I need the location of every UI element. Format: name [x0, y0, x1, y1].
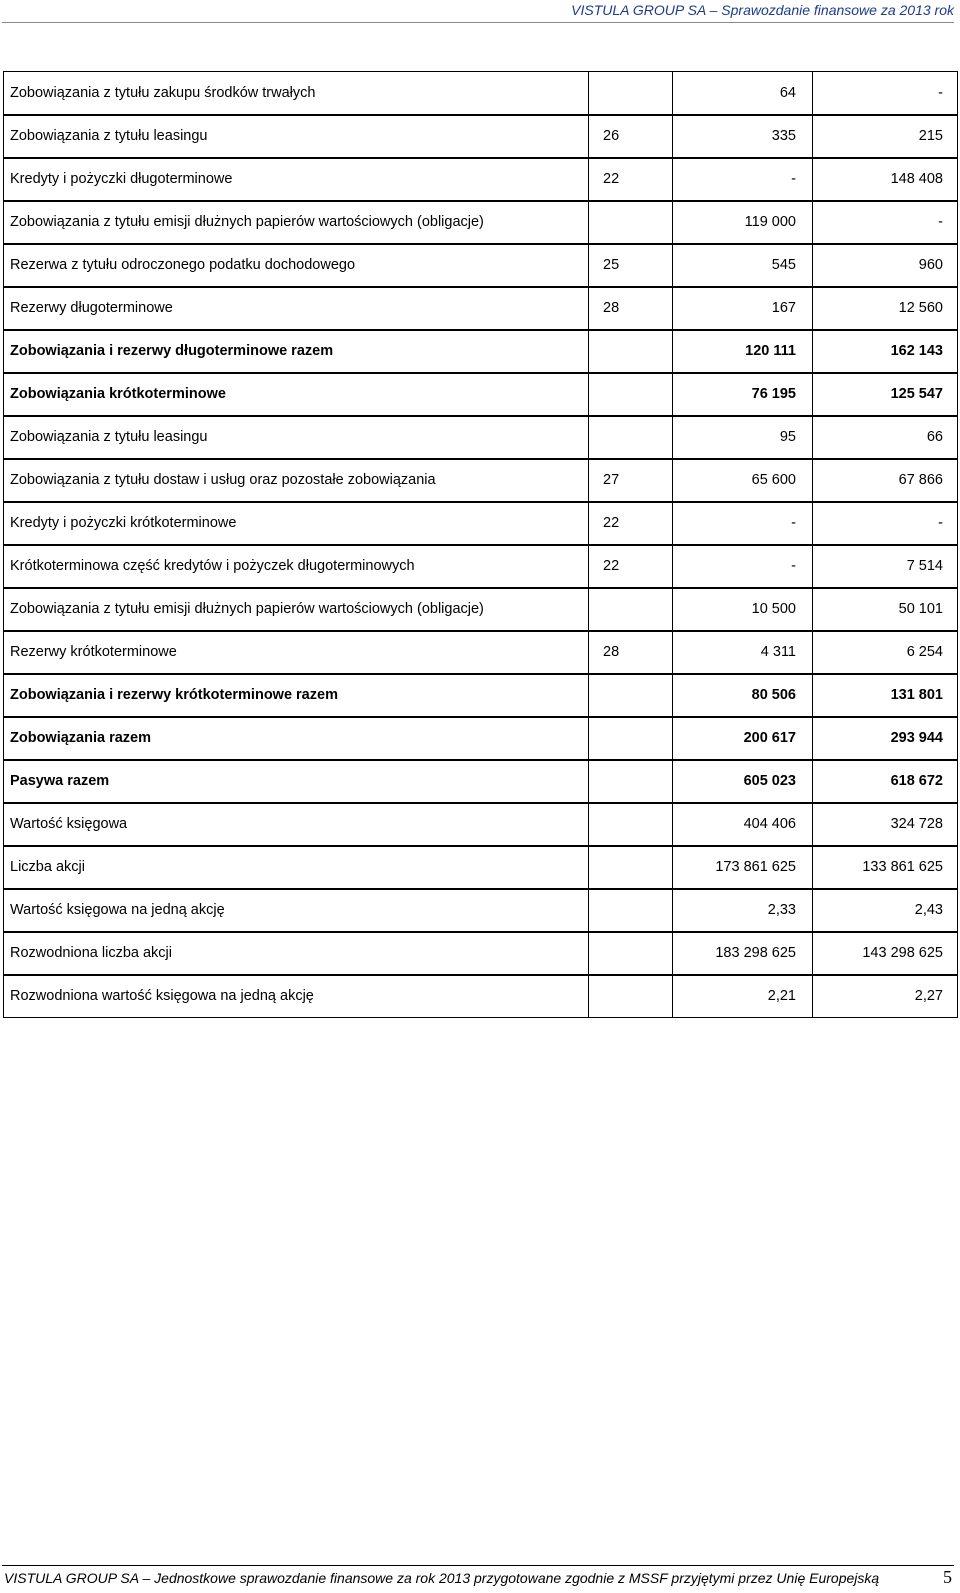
row-value-2012-cell: 148 408 [813, 158, 958, 201]
table-row [4, 588, 958, 631]
row-value-2012-cell: 12 560 [813, 287, 958, 330]
row-value-2013-cell: 64 [673, 72, 813, 115]
row-note-cell [589, 201, 673, 244]
table-row [4, 760, 958, 803]
page-number: 5 [943, 1567, 952, 1587]
row-value-2012-cell: 2,43 [813, 889, 958, 932]
page-footer-text: VISTULA GROUP SA – Jednostkowe sprawozdanie finansowe za rok 2013 przygotowane zgodnie z MSSF przyjętymi przez Unię Europejską [4, 1570, 880, 1586]
row-value-2013-cell: 65 600 [673, 459, 813, 502]
row-value-2013-cell: 76 195 [673, 373, 813, 416]
row-value-2012-cell: 50 101 [813, 588, 958, 631]
table-row [4, 803, 958, 846]
table-row [4, 674, 958, 717]
row-label-cell: Krótkoterminowa część kredytów i pożyczek długoterminowych [4, 545, 589, 588]
table-row [4, 545, 958, 588]
row-label-cell: Zobowiązania z tytułu leasingu [4, 416, 589, 459]
row-label-cell: Rezerwy długoterminowe [4, 287, 589, 330]
row-value-2013-cell: 404 406 [673, 803, 813, 846]
row-label-cell: Zobowiązania i rezerwy długoterminowe razem [4, 330, 589, 373]
row-value-2012-cell: 324 728 [813, 803, 958, 846]
row-value-2013-cell: 545 [673, 244, 813, 287]
balance-sheet-body [4, 72, 958, 1018]
row-label-cell: Rozwodniona liczba akcji [4, 932, 589, 975]
table-row [4, 846, 958, 889]
footer-divider [2, 1565, 954, 1566]
row-note-cell: 28 [589, 287, 673, 330]
table-row [4, 502, 958, 545]
row-value-2013-cell: 183 298 625 [673, 932, 813, 975]
row-note-cell: 26 [589, 115, 673, 158]
table-row [4, 631, 958, 674]
table-row [4, 201, 958, 244]
row-label-cell: Wartość księgowa [4, 803, 589, 846]
row-value-2012-cell: - [813, 72, 958, 115]
table-row [4, 459, 958, 502]
row-value-2013-cell: 2,21 [673, 975, 813, 1018]
row-note-cell: 22 [589, 545, 673, 588]
row-note-cell [589, 72, 673, 115]
row-note-cell [589, 889, 673, 932]
row-value-2012-cell: 67 866 [813, 459, 958, 502]
row-note-cell [589, 416, 673, 459]
row-value-2013-cell: - [673, 545, 813, 588]
row-note-cell [589, 373, 673, 416]
row-label-cell: Rezerwy krótkoterminowe [4, 631, 589, 674]
row-value-2012-cell: 960 [813, 244, 958, 287]
row-label-cell: Zobowiązania i rezerwy krótkoterminowe razem [4, 674, 589, 717]
row-value-2013-cell: 10 500 [673, 588, 813, 631]
row-label-cell: Zobowiązania z tytułu zakupu środków trwałych [4, 72, 589, 115]
row-value-2012-cell: 2,27 [813, 975, 958, 1018]
row-value-2012-cell: - [813, 502, 958, 545]
row-note-cell [589, 932, 673, 975]
row-note-cell [589, 717, 673, 760]
row-note-cell: 22 [589, 502, 673, 545]
row-value-2012-cell: 215 [813, 115, 958, 158]
row-note-cell [589, 803, 673, 846]
row-value-2012-cell: 143 298 625 [813, 932, 958, 975]
row-value-2013-cell: 2,33 [673, 889, 813, 932]
row-note-cell: 25 [589, 244, 673, 287]
row-label-cell: Zobowiązania z tytułu emisji dłużnych papierów wartościowych (obligacje) [4, 588, 589, 631]
row-note-cell: 27 [589, 459, 673, 502]
table-row [4, 373, 958, 416]
row-value-2013-cell: 95 [673, 416, 813, 459]
table-row [4, 330, 958, 373]
table-row [4, 287, 958, 330]
row-label-cell: Liczba akcji [4, 846, 589, 889]
row-label-cell: Zobowiązania z tytułu dostaw i usług oraz pozostałe zobowiązania [4, 459, 589, 502]
row-label-cell: Rozwodniona wartość księgowa na jedną akcję [4, 975, 589, 1018]
header-divider [2, 22, 954, 23]
row-note-cell: 22 [589, 158, 673, 201]
row-value-2013-cell: - [673, 502, 813, 545]
table-row [4, 158, 958, 201]
row-note-cell: 28 [589, 631, 673, 674]
page-header-title: VISTULA GROUP SA – Sprawozdanie finansowe za 2013 rok [571, 2, 954, 18]
row-note-cell [589, 330, 673, 373]
row-label-cell: Zobowiązania razem [4, 717, 589, 760]
row-value-2012-cell: - [813, 201, 958, 244]
row-value-2013-cell: 173 861 625 [673, 846, 813, 889]
row-value-2012-cell: 618 672 [813, 760, 958, 803]
row-value-2012-cell: 133 861 625 [813, 846, 958, 889]
balance-sheet-table [3, 71, 958, 1018]
row-note-cell [589, 760, 673, 803]
table-row [4, 115, 958, 158]
row-label-cell: Zobowiązania krótkoterminowe [4, 373, 589, 416]
row-value-2012-cell: 162 143 [813, 330, 958, 373]
row-label-cell: Kredyty i pożyczki długoterminowe [4, 158, 589, 201]
table-row [4, 72, 958, 115]
row-value-2013-cell: 335 [673, 115, 813, 158]
row-value-2012-cell: 6 254 [813, 631, 958, 674]
row-value-2013-cell: 200 617 [673, 717, 813, 760]
row-value-2013-cell: 4 311 [673, 631, 813, 674]
table-row [4, 975, 958, 1018]
row-value-2012-cell: 66 [813, 416, 958, 459]
table-row [4, 244, 958, 287]
row-note-cell [589, 674, 673, 717]
row-value-2013-cell: 119 000 [673, 201, 813, 244]
row-label-cell: Zobowiązania z tytułu leasingu [4, 115, 589, 158]
row-value-2013-cell: 605 023 [673, 760, 813, 803]
row-value-2013-cell: 167 [673, 287, 813, 330]
row-note-cell [589, 846, 673, 889]
table-row [4, 717, 958, 760]
row-value-2012-cell: 131 801 [813, 674, 958, 717]
row-value-2013-cell: - [673, 158, 813, 201]
row-value-2013-cell: 80 506 [673, 674, 813, 717]
row-label-cell: Wartość księgowa na jedną akcję [4, 889, 589, 932]
row-note-cell [589, 975, 673, 1018]
row-value-2012-cell: 293 944 [813, 717, 958, 760]
row-value-2012-cell: 125 547 [813, 373, 958, 416]
table-row [4, 932, 958, 975]
row-value-2012-cell: 7 514 [813, 545, 958, 588]
row-label-cell: Rezerwa z tytułu odroczonego podatku dochodowego [4, 244, 589, 287]
row-label-cell: Kredyty i pożyczki krótkoterminowe [4, 502, 589, 545]
table-row [4, 416, 958, 459]
row-label-cell: Pasywa razem [4, 760, 589, 803]
row-label-cell: Zobowiązania z tytułu emisji dłużnych papierów wartościowych (obligacje) [4, 201, 589, 244]
row-value-2013-cell: 120 111 [673, 330, 813, 373]
row-note-cell [589, 588, 673, 631]
table-row [4, 889, 958, 932]
